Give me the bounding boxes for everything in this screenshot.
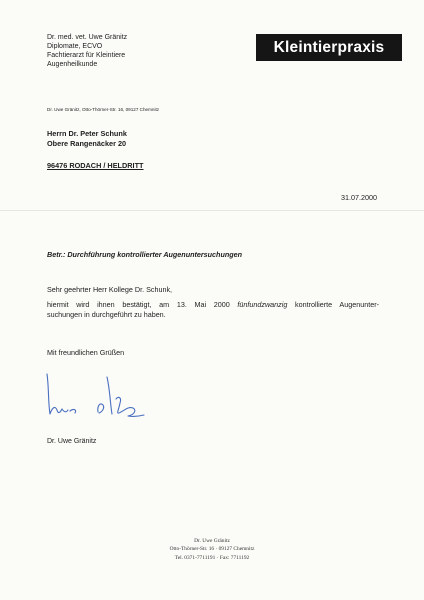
closing: Mit freundlichen Grüßen bbox=[47, 348, 125, 357]
sender-line: Dr. med. vet. Uwe Gränitz bbox=[47, 34, 128, 41]
sender-line: Augenheilkunde bbox=[47, 61, 98, 69]
body-paragraph bbox=[47, 300, 379, 321]
body-text-segment: hiermit wird ihnen bestätigt, am 13. Mai 2000 bbox=[47, 300, 238, 309]
footer-line: Otto-Thörner-Str. 16 · 09127 Chemnitz bbox=[169, 546, 255, 553]
letter-date: 31.07.2000 bbox=[341, 193, 377, 202]
sender-line: Fachtierarzt für Kleintiere bbox=[47, 52, 126, 60]
letter-footer bbox=[130, 537, 294, 562]
sender-line: Diplomate, ECVO bbox=[47, 43, 103, 51]
recipient-address bbox=[47, 129, 144, 171]
body-line: suchungen in durchgeführt zu haben. bbox=[47, 310, 166, 320]
sender-block bbox=[47, 33, 197, 69]
fold-mark bbox=[0, 210, 424, 211]
body-text-segment: kontrollierte Augenunter- bbox=[287, 300, 379, 309]
recipient-street: Obere Rangenäcker 20 bbox=[47, 139, 127, 149]
signer-name: Dr. Uwe Gränitz bbox=[47, 438, 97, 445]
salutation: Sehr geehrter Herr Kollege Dr. Schunk, bbox=[47, 285, 173, 294]
subject-line: Betr.: Durchführung kontrollierter Augenuntersuchungen bbox=[47, 250, 242, 259]
handwritten-signature bbox=[40, 368, 155, 448]
recipient-city: 96476 RODACH / HELDRITT bbox=[47, 161, 144, 171]
body-emphasis: fünfundzwanzig bbox=[237, 300, 288, 309]
recipient-name: Herrn Dr. Peter Schunk bbox=[47, 129, 127, 138]
return-address: Dr. Uwe Gränitz, Otto-Thörner-Str. 16, 09127 Chemnitz bbox=[47, 107, 160, 112]
body-line bbox=[47, 300, 379, 310]
practice-logo: Kleintierpraxis bbox=[256, 34, 402, 61]
footer-line: Tel. 0371-7711191 · Fax: 7711192 bbox=[174, 554, 250, 561]
footer-line: Dr. Uwe Gränitz bbox=[194, 538, 230, 544]
